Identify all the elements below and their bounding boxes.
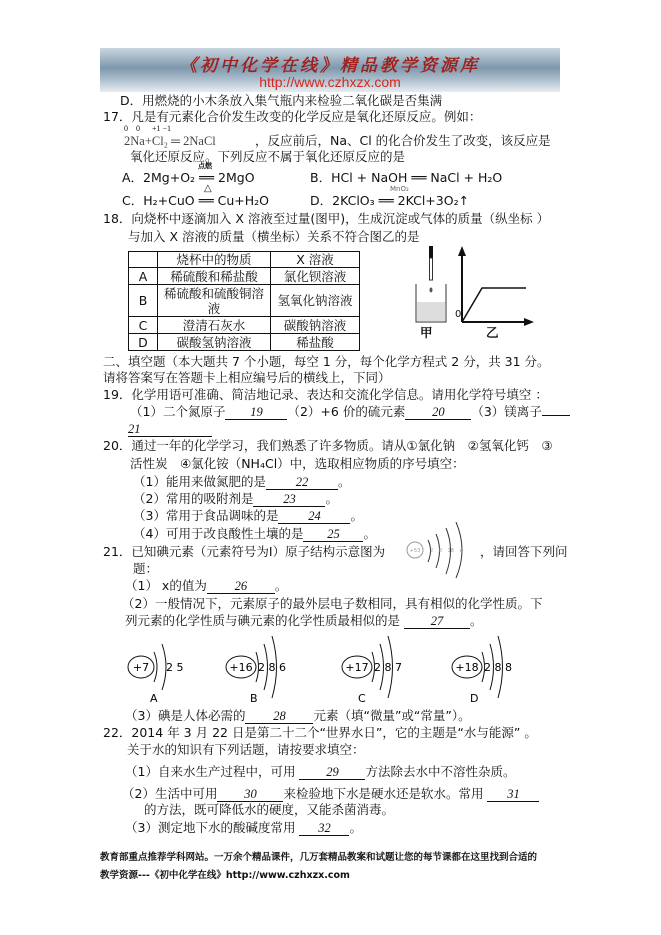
q17-option-d [310, 185, 470, 209]
option-label: B [250, 692, 258, 705]
option-text: C．H₂+CuO ══ Cu+H₂O [122, 193, 269, 208]
item-text: （2）常用的吸附剂是 [133, 491, 254, 506]
nucleus-charge: +7 [132, 661, 150, 674]
cell: C [129, 317, 158, 334]
option-label: A [150, 692, 158, 705]
q22-stem: 22．2014 年 3 月 22 日是第二十二个“世界水日”，它的主题是“水与能源” 。 [103, 725, 537, 740]
table-row [129, 334, 360, 351]
q21-stem: 21．已知碘元素（元素符号为I）原子结构示意图为 [103, 544, 386, 559]
section-2-heading: 二、填空题（本大题共 7 个小题，每空 1 分，每个化学方程式 2 分，共 31 分。 [103, 354, 550, 369]
q17-stem-2: ，反应前后，Na、Cl 的化合价发生了改变，该反应是 [255, 133, 551, 148]
blank-29[interactable]: 29 [299, 765, 365, 780]
q17-stem: 17．凡是有元素化合价发生改变的化学反应是氧化还原反应。例如： [103, 109, 482, 124]
part-text: （3）碘是人体必需的 [125, 708, 246, 723]
blank-23[interactable]: 23 [253, 492, 325, 507]
option-text: A．2Mg+O₂ ══ 2MgO [122, 170, 255, 185]
atom-option-b [226, 636, 286, 705]
q18-stem-2: 与加入 X 溶液的质量（横坐标）关系不符合图乙的是 [128, 229, 420, 244]
cell: 氯化钡溶液 [271, 268, 360, 285]
electron-shells: 2 8 8 [484, 661, 512, 674]
atom-option-c [342, 636, 402, 705]
q17-valences: 0 0 +1 −1 [124, 124, 172, 133]
nucleus-charge: +18 [455, 661, 479, 674]
iodine-atom-diagram [404, 522, 476, 580]
table-row [129, 268, 360, 285]
part-text: （3）测定地下水的酸碱度常用 [125, 820, 296, 835]
option-text: D．2KClO₃ ══ 2KCl+3O₂↑ [310, 193, 470, 208]
q17-example-equation: 2Na+Cl₂ ═ 2NaCl [124, 134, 216, 148]
q20-item-1 [133, 474, 350, 490]
q21-part-2: （2）一般情况下，元素原子的最外层电子数相同，具有相似的化学性质。下 [122, 596, 543, 611]
fig-label-yi: 乙 [486, 325, 499, 340]
cell: 稀硫酸和硫酸铜溶液 [158, 285, 271, 317]
part-text: 元素（填“微量”或“常量”）。 [313, 708, 471, 723]
q19-parts [130, 404, 570, 420]
iodine-shells: 2 8 18 x [430, 548, 463, 554]
nucleus-charge: +16 [229, 661, 253, 674]
q20-item-4 [133, 526, 376, 542]
part-text: 列元素的化学性质与碘元素的化学性质最相似的是 [125, 613, 401, 628]
blank-24[interactable]: 24 [278, 509, 350, 524]
part-text: （2）生活中可用 [122, 786, 218, 801]
blank-28[interactable]: 28 [245, 709, 313, 724]
q21-part-1 [125, 578, 287, 594]
condition-ignite: 点燃 [198, 162, 212, 170]
blank-30[interactable]: 30 [217, 787, 283, 802]
header-cell [129, 252, 158, 268]
blank-27[interactable]: 27 [404, 614, 470, 629]
cell: 稀硫酸和稀盐酸 [158, 268, 271, 285]
part-text: （1）自来水生产过程中，可用 [125, 764, 296, 779]
item-text: （4）可用于改良酸性土壤的是 [133, 526, 304, 541]
q20-stem: 20．通过一年的化学学习，我们熟悉了许多物质。请从①氯化钠 ②氢氧化钙 ③ [103, 438, 553, 453]
q22-part-2-cont: 的方法，既可降低水的硬度，又能杀菌消毒。 [144, 802, 395, 817]
atom-option-a [128, 644, 184, 705]
period: 。 [337, 474, 351, 489]
cell: 碳酸钠溶液 [271, 317, 360, 334]
header-cell: 烧杯中的物质 [158, 252, 271, 268]
atom-option-d [452, 636, 512, 705]
q19-part-2: （2）+6 价的硫元素 [287, 404, 406, 419]
beaker-dropper-icon [416, 246, 446, 322]
condition-heat: △ [204, 183, 212, 194]
option-label: C [358, 692, 366, 705]
cell: B [129, 285, 158, 317]
cell: 碳酸氢钠溶液 [158, 334, 271, 351]
part-text: 来检验地下水是硬水还是软水。常用 [283, 786, 484, 801]
q19-part-3: （3）镁离子 [471, 404, 542, 419]
q20-stem-2: 活性炭 ④氯化铵（NH₄Cl）中，选取相应物质的序号填空： [130, 456, 465, 471]
blank-22[interactable]: 22 [266, 475, 338, 490]
q21-atom-options [120, 630, 520, 706]
condition-catalyst: MnO₂ [390, 185, 409, 193]
q18-stem: 18．向烧杯中逐滴加入 X 溶液至过量(图甲)，生成沉淀或气体的质量（纵坐标 ） [103, 211, 550, 226]
q21-stem-2: 题： [133, 561, 159, 576]
q16-option-d: D．用燃烧的小木条放入集气瓶内来检验二氧化碳是否集满 [120, 93, 443, 108]
fig-label-jia: 甲 [420, 325, 433, 340]
cell: 氢氧化钠溶液 [271, 285, 360, 317]
cell: 澄清石灰水 [158, 317, 271, 334]
period: 。 [470, 613, 483, 628]
q21-part-2b [125, 613, 483, 629]
blank-21-start[interactable] [542, 415, 570, 416]
graph-axes [458, 246, 534, 326]
q22-part-3 [125, 820, 362, 836]
q22-part-1 [125, 764, 515, 780]
q21-part-3 [125, 708, 471, 724]
q17-stem-3: 氧化还原反应。下列反应不属于氧化还原反应的是 [130, 149, 406, 164]
header-cell: X 溶液 [271, 252, 360, 268]
part-text: （1） x的值为 [125, 578, 207, 593]
banner-url: http://www.czhxzx.com [259, 74, 401, 90]
q20-item-3 [133, 508, 363, 524]
cell: D [129, 334, 158, 351]
q17-option-b: B．HCl + NaOH ══ NaCl + H₂O [310, 170, 503, 185]
period: 。 [350, 508, 363, 523]
q19-blank-21-line [128, 421, 212, 437]
electron-shells: 2 5 [166, 661, 184, 674]
q18-table [128, 251, 360, 351]
item-text: （1）能用来做氮肥的是 [133, 474, 266, 489]
period: 。 [349, 820, 362, 835]
table-header [129, 252, 360, 268]
period: 。 [274, 578, 288, 593]
period: 。 [363, 526, 376, 541]
electron-shells: 2 8 7 [374, 661, 402, 674]
q19-stem: 19．化学用语可准确、简洁地记录、表达和交流化学信息。请用化学符号填空 ： [103, 387, 548, 402]
q22-stem-2: 关于水的知识有下列话题，请按要求填空： [127, 742, 365, 757]
table-row [129, 317, 360, 334]
table-row [129, 285, 360, 317]
period: 。 [325, 491, 338, 506]
q21-stem-cont: ，请回答下列问 [480, 544, 568, 559]
iodine-nucleus: +53 [409, 548, 421, 554]
part-text: 方法除去水中不溶性杂质。 [365, 764, 516, 779]
blank-26[interactable]: 26 [207, 579, 275, 594]
blank-19[interactable]: 19 [225, 405, 287, 420]
header-banner [100, 48, 560, 92]
blank-31[interactable]: 31 [487, 787, 539, 802]
q17-option-c [122, 183, 269, 209]
option-label: D [470, 692, 479, 705]
item-text: （3）常用于食品调味的是 [133, 508, 279, 523]
nucleus-charge: +17 [345, 661, 369, 674]
q19-part-1: （1）二个氮原子 [130, 404, 226, 419]
electron-shells: 2 8 6 [258, 661, 286, 674]
q22-part-2 [122, 786, 539, 802]
banner-title: 《初中化学在线》精品教学资源库 [180, 56, 480, 76]
blank-21[interactable]: 21 [128, 422, 212, 437]
footer-line-1: 教育部重点推荐学科网站。一万余个精品课件，几万套精品教案和试题让您的每节课都在这里找到合适的 [100, 852, 538, 863]
footer-line-2[interactable]: 教学资源---《初中化学在线》http://www.czhxzx.com [100, 870, 350, 881]
blank-25[interactable]: 25 [303, 527, 363, 542]
section-2-note: 请将答案写在答题卡上相应编号后的横线上，下同） [103, 370, 391, 385]
cell: A [129, 268, 158, 285]
blank-20[interactable]: 20 [405, 405, 471, 420]
q20-item-2 [133, 491, 338, 507]
graph-origin: 0 [455, 309, 462, 320]
cell: 稀盐酸 [271, 334, 360, 351]
blank-32[interactable]: 32 [299, 821, 349, 836]
q17-option-a [122, 162, 255, 186]
